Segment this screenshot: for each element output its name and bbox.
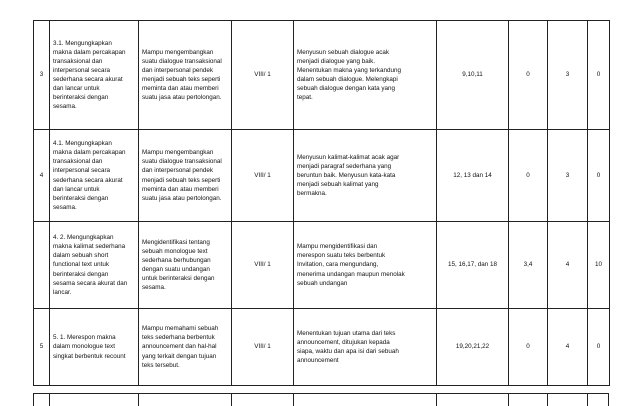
count-cell-b: 3 [548,130,588,222]
competency-line: singkat berbentuk recount [53,352,126,360]
competency-line: sesama. [53,203,77,211]
table-continuation-divider [293,393,294,406]
count-cell-c: 0 [588,130,610,222]
table-continuation-divider [138,393,139,406]
indicator-cell [139,21,232,130]
count-cell-c: 10 [588,222,610,309]
question-line: dalam sebuah dialogue. Melengkapi [297,76,398,83]
count-cell-c: 0 [588,21,610,130]
count-cell-a: 0 [509,309,548,386]
indicator-line: menjadi sebuah teks seperti [142,176,221,184]
indicator-line: announcement dan hal-hal [142,343,217,351]
indicator-cell [139,309,232,386]
indicator-cell [139,222,232,309]
table-row [34,130,610,222]
question-line: sebuah undangan [297,279,348,287]
competency-line: makna dalam percakapan [53,48,126,56]
indicator-line: sederhana berhubungan [142,256,211,264]
question-numbers-cell: 15, 16,17, dan 18 [437,222,509,309]
competency-cell [50,222,139,309]
table-continuation-divider [608,393,609,406]
indicator-line: meminta dan atau memberi [142,85,219,93]
table-continuation-divider [547,393,548,406]
question-line: Invitation, cara mengundang, [297,261,379,269]
class-semester-cell: VIII/ 1 [232,21,294,130]
question-indicator-cell [294,222,437,309]
competency-cell [50,21,139,130]
competency-line: interpersonal secara [53,66,111,74]
class-semester-cell: VIII/ 1 [232,309,294,386]
row-number: 5 [34,309,50,386]
competency-line: functional text untuk [53,261,110,269]
indicator-line: untuk berinteraksi dengan [142,275,215,283]
question-line: announcement [297,357,339,365]
question-line: Menyusun kalimat-kalimat acak agar [297,153,400,161]
table-continuation-line [33,393,609,395]
question-indicator-cell [294,21,437,130]
row-number: 4 [34,130,50,222]
competency-line: dalam sebuah short [53,252,109,260]
indicator-line: Mampu mengembangkan [142,48,214,56]
row-number [34,222,50,309]
indicator-line: menjadi sebuah teks seperti [142,76,221,83]
indicator-line: suatu dialogue transaksional [142,158,222,166]
competency-cell [50,309,139,386]
class-semester-cell: VIII/ 1 [232,130,294,222]
question-line: merespon suatu teks berbentuk [297,252,386,260]
count-cell-b: 4 [548,309,588,386]
competency-line: interpersonal secara [53,167,111,175]
indicator-line: Mengidentifikasi tentang [142,238,210,246]
competency-line: 4.1. Mengungkapkan [53,140,112,147]
question-line: menjadi sebuah kalimat yang [297,181,379,189]
question-line: menerima undangan maupun menolak [297,270,405,278]
question-line: menjadi dialogue yang baik. [297,57,376,65]
table-continuation-divider [508,393,509,406]
competency-line: makna kalimat sederhana [53,243,126,251]
question-line: bermakna. [297,190,327,198]
competency-line: 5. 1. Merespon makna [53,334,116,342]
competency-line: berinteraksi dengan [53,94,109,102]
table-continuation-divider [49,393,50,406]
question-line: beruntun baik. Menyusun kata-kata [297,171,396,179]
indicator-line: dan interpersonal pendek [142,66,214,74]
class-semester-cell: VIII/ 1 [232,222,294,309]
question-numbers-cell: 9,10,11 [437,21,509,130]
competency-line: makna dalam percakapan [53,149,126,157]
count-cell-a: 0 [509,21,548,130]
competency-line: lancar. [53,288,72,296]
competency-cell [50,130,139,222]
count-cell-b: 3 [548,21,588,130]
indicator-line: dengan suatu undangan [142,266,210,273]
competency-line: dan lancar untuk [53,85,100,93]
table-row [34,21,610,130]
count-cell-c: 0 [588,309,610,386]
competency-line: sesama secara akurat dan [53,279,128,287]
competency-line: berinteraksi dengan [53,270,109,278]
competency-line: transaksional dan [53,158,103,166]
table-continuation-divider [587,393,588,406]
competency-line: dan lancar untuk [53,185,100,193]
table-continuation-divider [33,393,34,406]
question-line: Menentukan tujuan utama dari teks [297,329,396,337]
competency-line: sederhana secara akurat [53,176,123,184]
table-row [34,222,610,309]
question-line: Menentukan makna yang terkandung [297,66,401,74]
indicator-line: yang terkait dengan tujuan [142,352,217,360]
question-indicator-cell [294,309,437,386]
assessment-grid-table [33,20,610,386]
question-line: Mampu mengidentifikasi dan [297,243,378,251]
competency-line: 3.1. Mengungkapkan [53,39,112,47]
indicator-line: Mampu mengembangkan [142,149,214,157]
competency-line: sesama. [53,103,77,111]
indicator-line: meminta dan atau memberi [142,185,219,193]
indicator-line: suatu dialogue transaksional [142,57,222,65]
table-continuation-divider [231,393,232,406]
competency-line: sederhana secara akurat [53,76,123,83]
indicator-cell [139,130,232,222]
question-numbers-cell: 12, 13 dan 14 [437,130,509,222]
question-indicator-cell [294,130,437,222]
question-line: tepat. [297,94,313,102]
table-row [34,309,610,386]
indicator-line: Mampu memahami sebuah [142,325,219,333]
question-numbers-cell: 19,20,21,22 [437,309,509,386]
question-line: sebuah dialogue dengan kata yang [297,85,396,93]
competency-line: transaksional dan [53,57,103,65]
indicator-line: sebuah monologue text [142,247,208,255]
competency-line: berinteraksi dengan [53,194,109,202]
question-line: menjadi paragraf sederhana yang [297,162,392,170]
row-number: 3 [34,21,50,130]
question-line: siapa, waktu dan apa isi dari sebuah [297,348,399,355]
indicator-line: teks tersebut. [142,361,180,369]
question-line: announcement, ditujukan kepada [297,338,390,346]
count-cell-b: 4 [548,222,588,309]
indicator-line: dan interpersonal pendek [142,167,214,175]
indicator-line: suatu jasa atau pertolongan. [142,94,222,102]
competency-line: dalam monologue text [53,343,115,351]
count-cell-a: 0 [509,130,548,222]
indicator-line: teks sederhana berbentuk [142,334,215,342]
question-line: Menyusun sebuah dialogue acak [297,48,390,56]
competency-line: 4. 2. Mengungkapkan [53,234,114,242]
count-cell-a: 3,4 [509,222,548,309]
indicator-line: sesama. [142,284,166,292]
table-continuation-divider [436,393,437,406]
indicator-line: suatu jasa atau pertolongan. [142,194,222,202]
